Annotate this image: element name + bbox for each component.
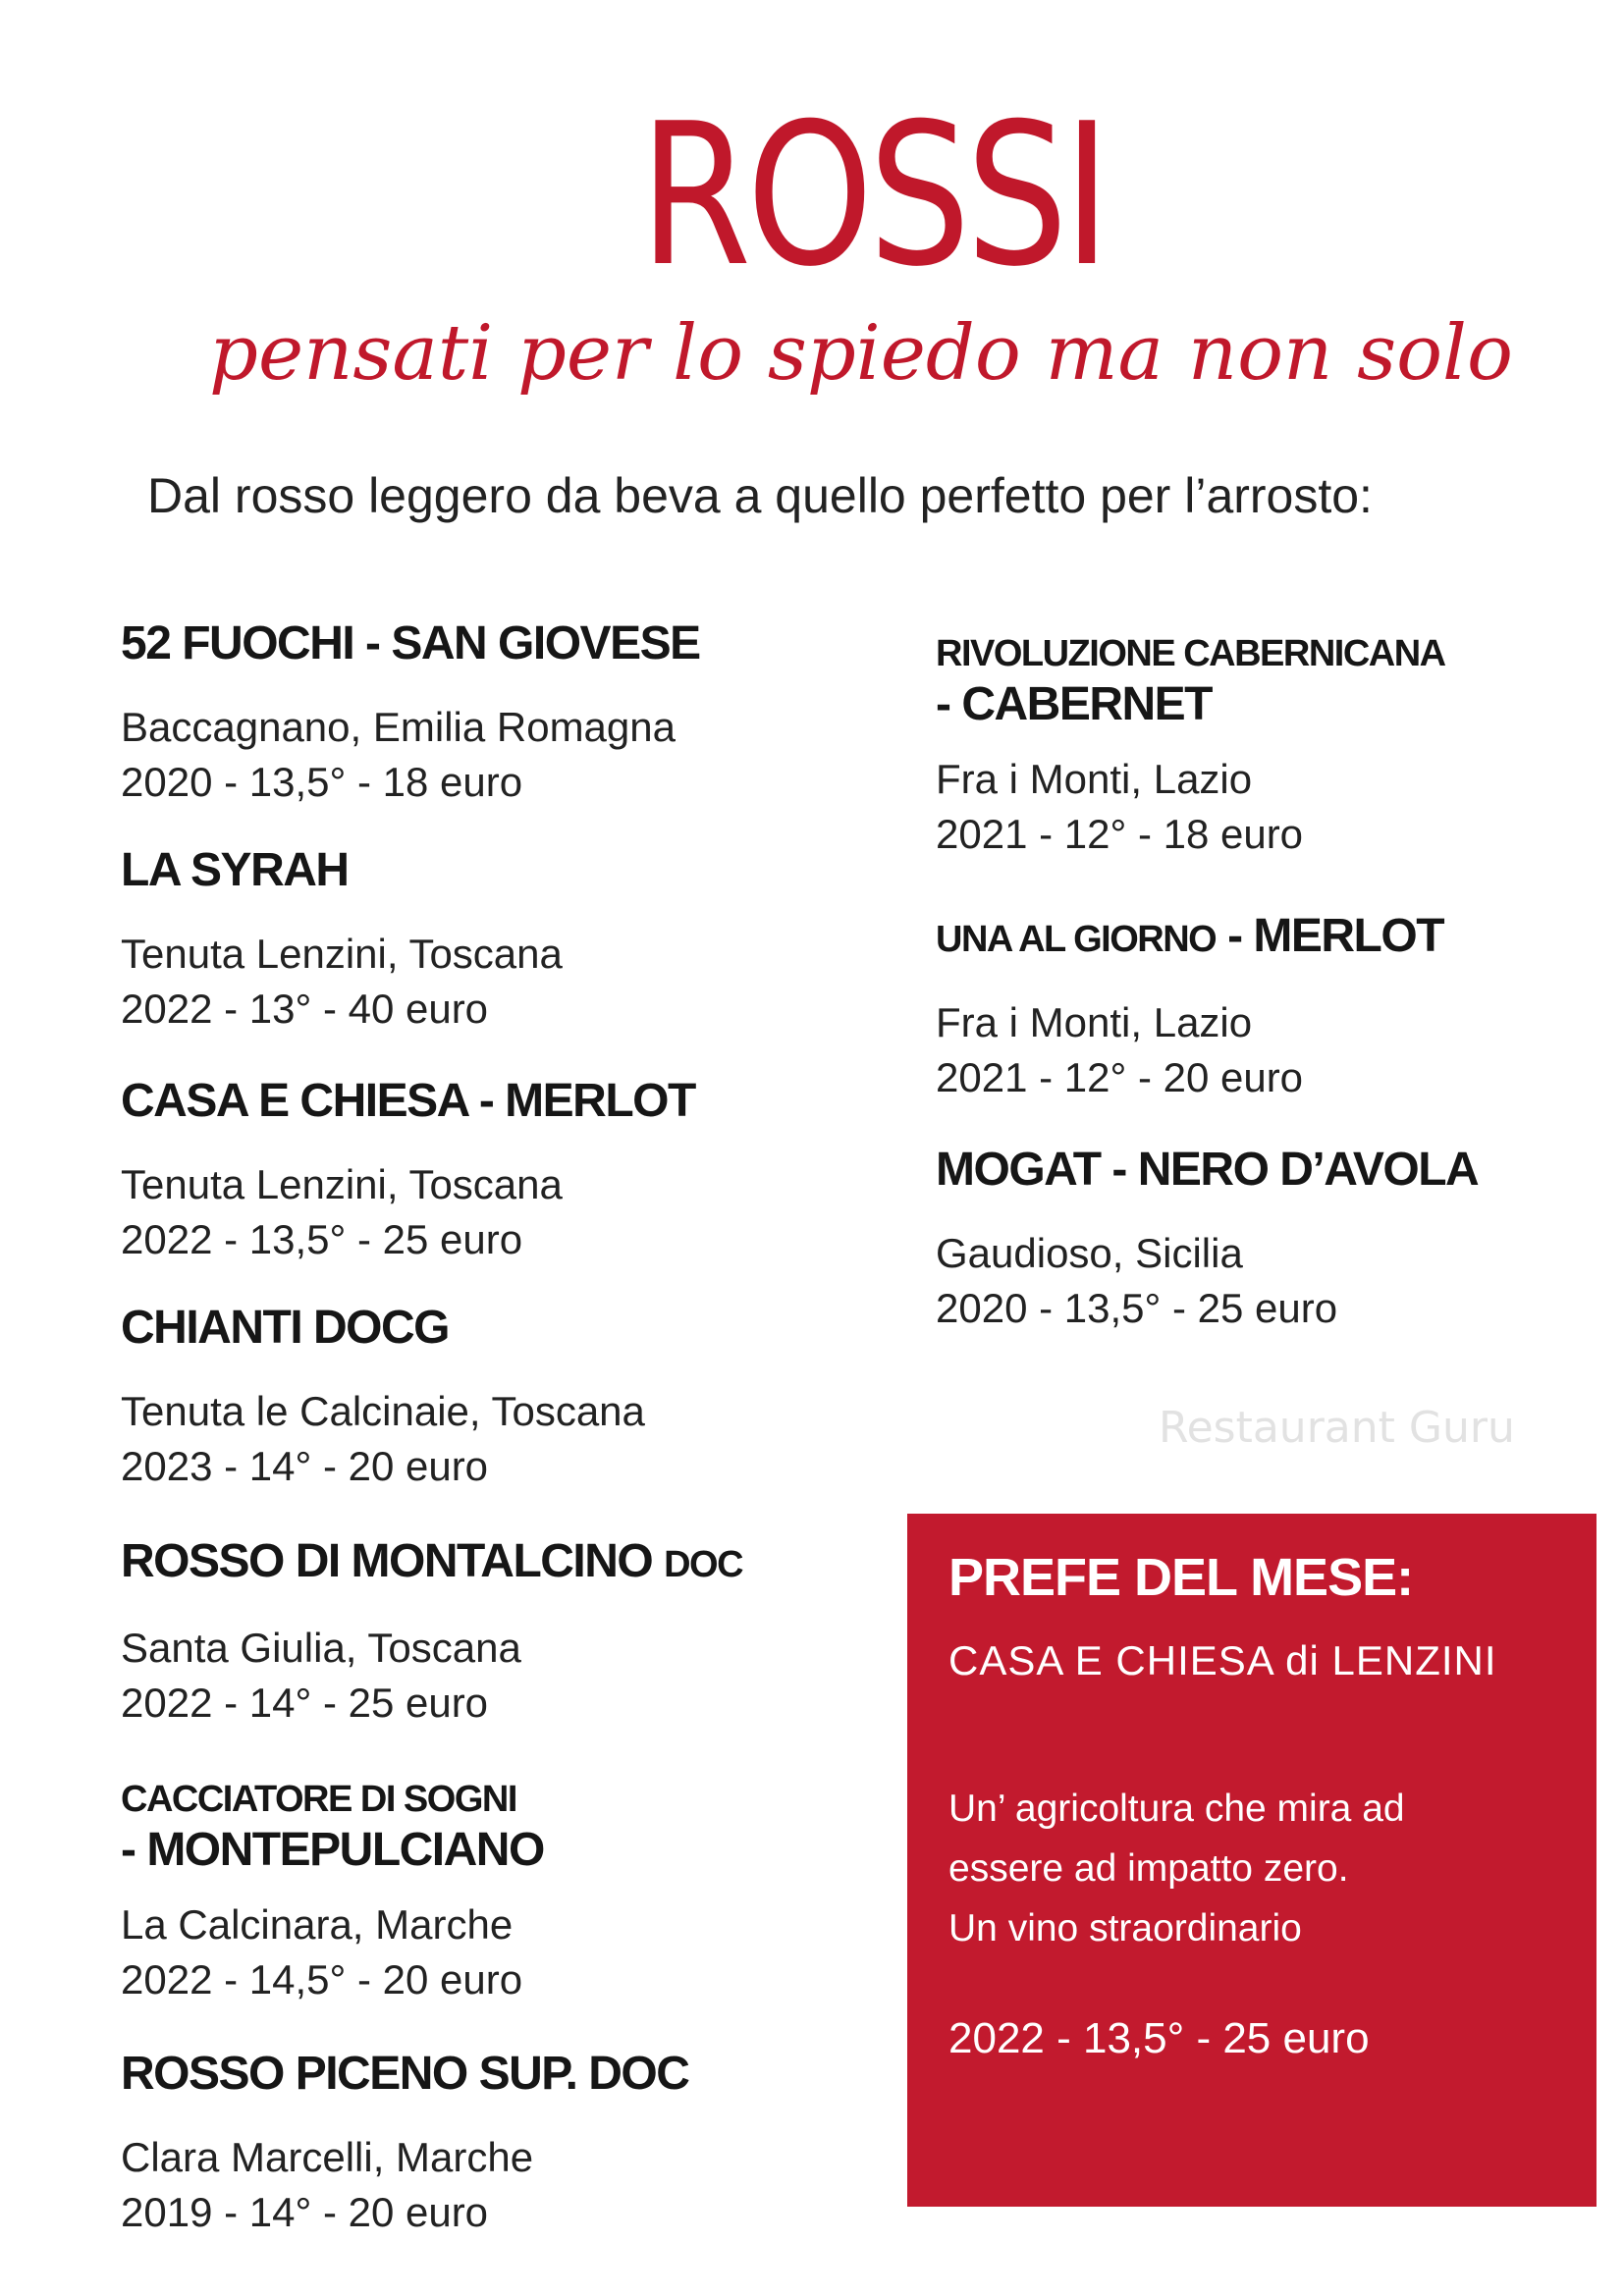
wine-name: MOGAT - NERO D’AVOLA (936, 1144, 1479, 1196)
wine-grape: - CABERNET (936, 678, 1212, 730)
wine-origin: Baccagnano, Emilia Romagna (121, 704, 676, 750)
wine-origin: Gaudioso, Sicilia (936, 1230, 1243, 1276)
promo-wine: CASA E CHIESA di LENZINI (948, 1637, 1497, 1683)
wine-item (121, 841, 563, 1037)
wine-details: 2021 - 12° - 20 euro (936, 1054, 1304, 1100)
wine-name-row (936, 907, 1443, 969)
wine-origin: Santa Giulia, Toscana (121, 1625, 521, 1671)
wine-name: ROSSO PICENO SUP. DOC (121, 2048, 689, 2100)
wine-item (936, 1141, 1478, 1336)
wine-details: 2020 - 13,5° - 25 euro (936, 1285, 1338, 1331)
wine-details: 2020 - 13,5° - 18 euro (121, 759, 523, 805)
promo-description-line: Un vino straordinario (948, 1907, 1302, 1949)
wine-details: 2022 - 13° - 40 euro (121, 986, 489, 1032)
wine-name-row (121, 1771, 544, 1876)
wine-classification: DOC (664, 1544, 743, 1585)
wine-details: 2021 - 12° - 18 euro (936, 811, 1304, 857)
wine-name-row (121, 1532, 742, 1594)
wine-item (936, 907, 1443, 1105)
wine-details: 2019 - 14° - 20 euro (121, 2189, 489, 2235)
wine-item (121, 1299, 645, 1494)
promo-description (948, 1779, 1405, 1958)
wine-name-row (936, 625, 1445, 730)
wine-name: 52 FUOCHI - SAN GIOVESE (121, 617, 700, 669)
wine-name: ROSSO DI MONTALCINO (121, 1535, 653, 1587)
wine-name: LA SYRAH (121, 844, 349, 896)
tagline: pensati per lo spiedo ma non solo (209, 309, 1513, 398)
wine-grape: - MERLOT (1227, 910, 1444, 962)
wine-item (936, 625, 1445, 862)
wine-origin: Tenuta Lenzini, Toscana (121, 1161, 563, 1207)
wine-details: 2022 - 14,5° - 20 euro (121, 1956, 523, 2002)
watermark: Restaurant Guru (1159, 1403, 1515, 1453)
intro-text: Dal rosso leggero da beva a quello perfetto per l’arrosto: (147, 468, 1373, 523)
wine-origin: Fra i Monti, Lazio (936, 756, 1253, 802)
wine-grape: - MONTEPULCIANO (121, 1824, 544, 1876)
wine-of-the-month-box (907, 1514, 1597, 2207)
wine-details: 2022 - 13,5° - 25 euro (121, 1216, 523, 1262)
wine-origin: Tenuta le Calcinaie, Toscana (121, 1388, 645, 1434)
wine-origin: Fra i Monti, Lazio (936, 999, 1253, 1045)
wine-item (121, 2045, 688, 2240)
rossi-logo: ROSSI (639, 81, 1107, 310)
wine-details: 2023 - 14° - 20 euro (121, 1443, 489, 1489)
wine-item (121, 1771, 544, 2007)
wine-name: CACCIATORE DI SOGNI (121, 1779, 516, 1820)
wine-item (121, 1532, 742, 1731)
wine-name: RIVOLUZIONE CABERNICANA (936, 633, 1445, 674)
promo-description-line: essere ad impatto zero. (948, 1847, 1349, 1890)
wine-name: CASA E CHIESA - MERLOT (121, 1075, 695, 1127)
wine-name: UNA AL GIORNO (936, 919, 1217, 960)
wine-name: CHIANTI DOCG (121, 1302, 449, 1354)
promo-heading: PREFE DEL MESE: (948, 1548, 1414, 1607)
promo-description-line: Un’ agricoltura che mira ad (948, 1788, 1405, 1830)
wine-origin: Tenuta Lenzini, Toscana (121, 931, 563, 977)
wine-origin: La Calcinara, Marche (121, 1901, 514, 1948)
wine-origin: Clara Marcelli, Marche (121, 2134, 534, 2180)
promo-details: 2022 - 13,5° - 25 euro (948, 2014, 1370, 2062)
wine-details: 2022 - 14° - 25 euro (121, 1680, 489, 1726)
wine-item (121, 1072, 695, 1267)
wine-item (121, 614, 700, 810)
